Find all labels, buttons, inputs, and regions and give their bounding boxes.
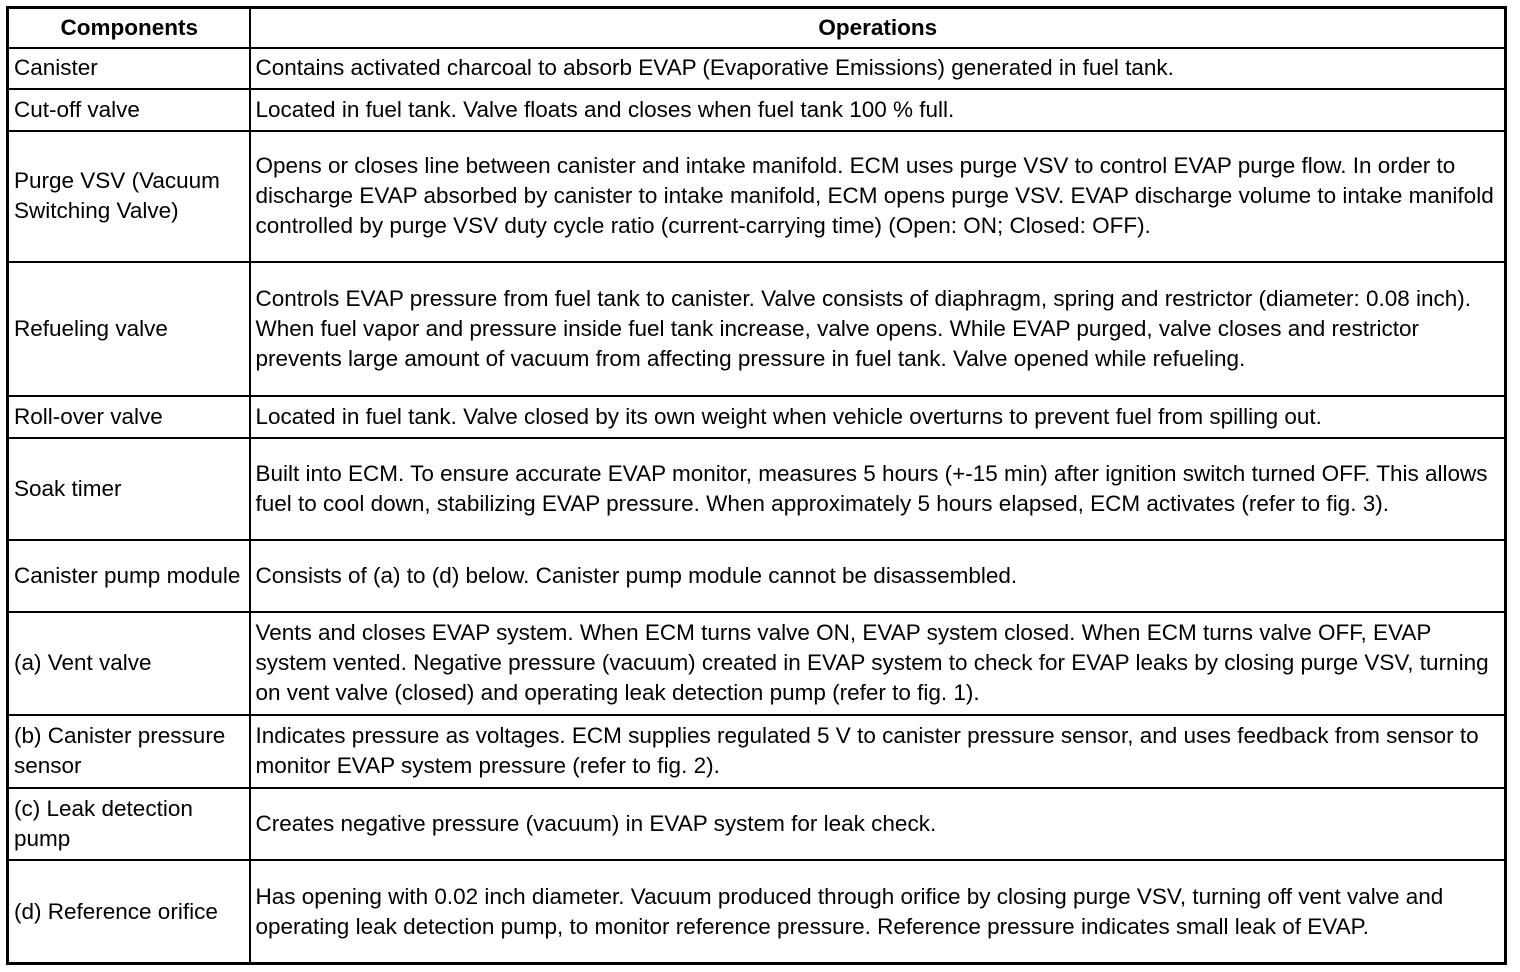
operation-cell: Creates negative pressure (vacuum) in EVAP system for leak check.: [250, 788, 1506, 860]
component-cell: (d) Reference orifice: [8, 860, 250, 963]
evap-components-table: [6, 6, 1507, 965]
header-components: Components: [8, 8, 250, 48]
table-row: [8, 612, 1506, 714]
table-row: [8, 262, 1506, 395]
operation-cell: Consists of (a) to (d) below. Canister pump module cannot be disassembled.: [250, 540, 1506, 612]
component-cell: Canister: [8, 48, 250, 89]
operation-cell: Located in fuel tank. Valve closed by its own weight when vehicle overturns to prevent fuel from spilling out.: [250, 396, 1506, 438]
component-cell: (b) Canister pressure sensor: [8, 715, 250, 788]
table-row: [8, 48, 1506, 89]
table-row: [8, 715, 1506, 788]
table-row: [8, 860, 1506, 963]
table-header-row: [8, 8, 1506, 48]
operation-cell: Built into ECM. To ensure accurate EVAP monitor, measures 5 hours (+-15 min) after ignition switch turned OFF. This allows fuel to cool down, stabilizing EVAP pressure. When approximately 5 hours elapsed, ECM activates (refer to fig. 3).: [250, 438, 1506, 540]
operation-cell: Controls EVAP pressure from fuel tank to canister. Valve consists of diaphragm, spring and restrictor (diameter: 0.08 inch). When fuel vapor and pressure inside fuel tank increase, valve opens. While EVAP purged, valve closes and restrictor prevents large amount of vacuum from affecting pressure in fuel tank. Valve opened while refueling.: [250, 262, 1506, 395]
component-cell: Soak timer: [8, 438, 250, 540]
component-cell: Refueling valve: [8, 262, 250, 395]
operation-cell: Contains activated charcoal to absorb EVAP (Evaporative Emissions) generated in fuel tank.: [250, 48, 1506, 89]
component-cell: Roll-over valve: [8, 396, 250, 438]
operation-cell: Indicates pressure as voltages. ECM supplies regulated 5 V to canister pressure sensor, and uses feedback from sensor to monitor EVAP system pressure (refer to fig. 2).: [250, 715, 1506, 788]
table-row: [8, 131, 1506, 262]
component-cell: Canister pump module: [8, 540, 250, 612]
operation-cell: Has opening with 0.02 inch diameter. Vacuum produced through orifice by closing purge VSV, turning off vent valve and operating leak detection pump, to monitor reference pressure. Reference pressure indicates small leak of EVAP.: [250, 860, 1506, 963]
component-cell: Cut-off valve: [8, 89, 250, 131]
table-row: [8, 438, 1506, 540]
component-cell: (a) Vent valve: [8, 612, 250, 714]
table-row: [8, 89, 1506, 131]
operation-cell: Located in fuel tank. Valve floats and closes when fuel tank 100 % full.: [250, 89, 1506, 131]
table-row: [8, 788, 1506, 860]
component-cell: (c) Leak detection pump: [8, 788, 250, 860]
component-cell: Purge VSV (Vacuum Switching Valve): [8, 131, 250, 262]
table-row: [8, 396, 1506, 438]
operation-cell: Opens or closes line between canister and intake manifold. ECM uses purge VSV to control EVAP purge flow. In order to discharge EVAP absorbed by canister to intake manifold, ECM opens purge VSV. EVAP discharge volume to intake manifold controlled by purge VSV duty cycle ratio (current-carrying time) (Open: ON; Closed: OFF).: [250, 131, 1506, 262]
operation-cell: Vents and closes EVAP system. When ECM turns valve ON, EVAP system closed. When ECM turns valve OFF, EVAP system vented. Negative pressure (vacuum) created in EVAP system to check for EVAP leaks by closing purge VSV, turning on vent valve (closed) and operating leak detection pump (refer to fig. 1).: [250, 612, 1506, 714]
header-operations: Operations: [250, 8, 1506, 48]
table-row: [8, 540, 1506, 612]
